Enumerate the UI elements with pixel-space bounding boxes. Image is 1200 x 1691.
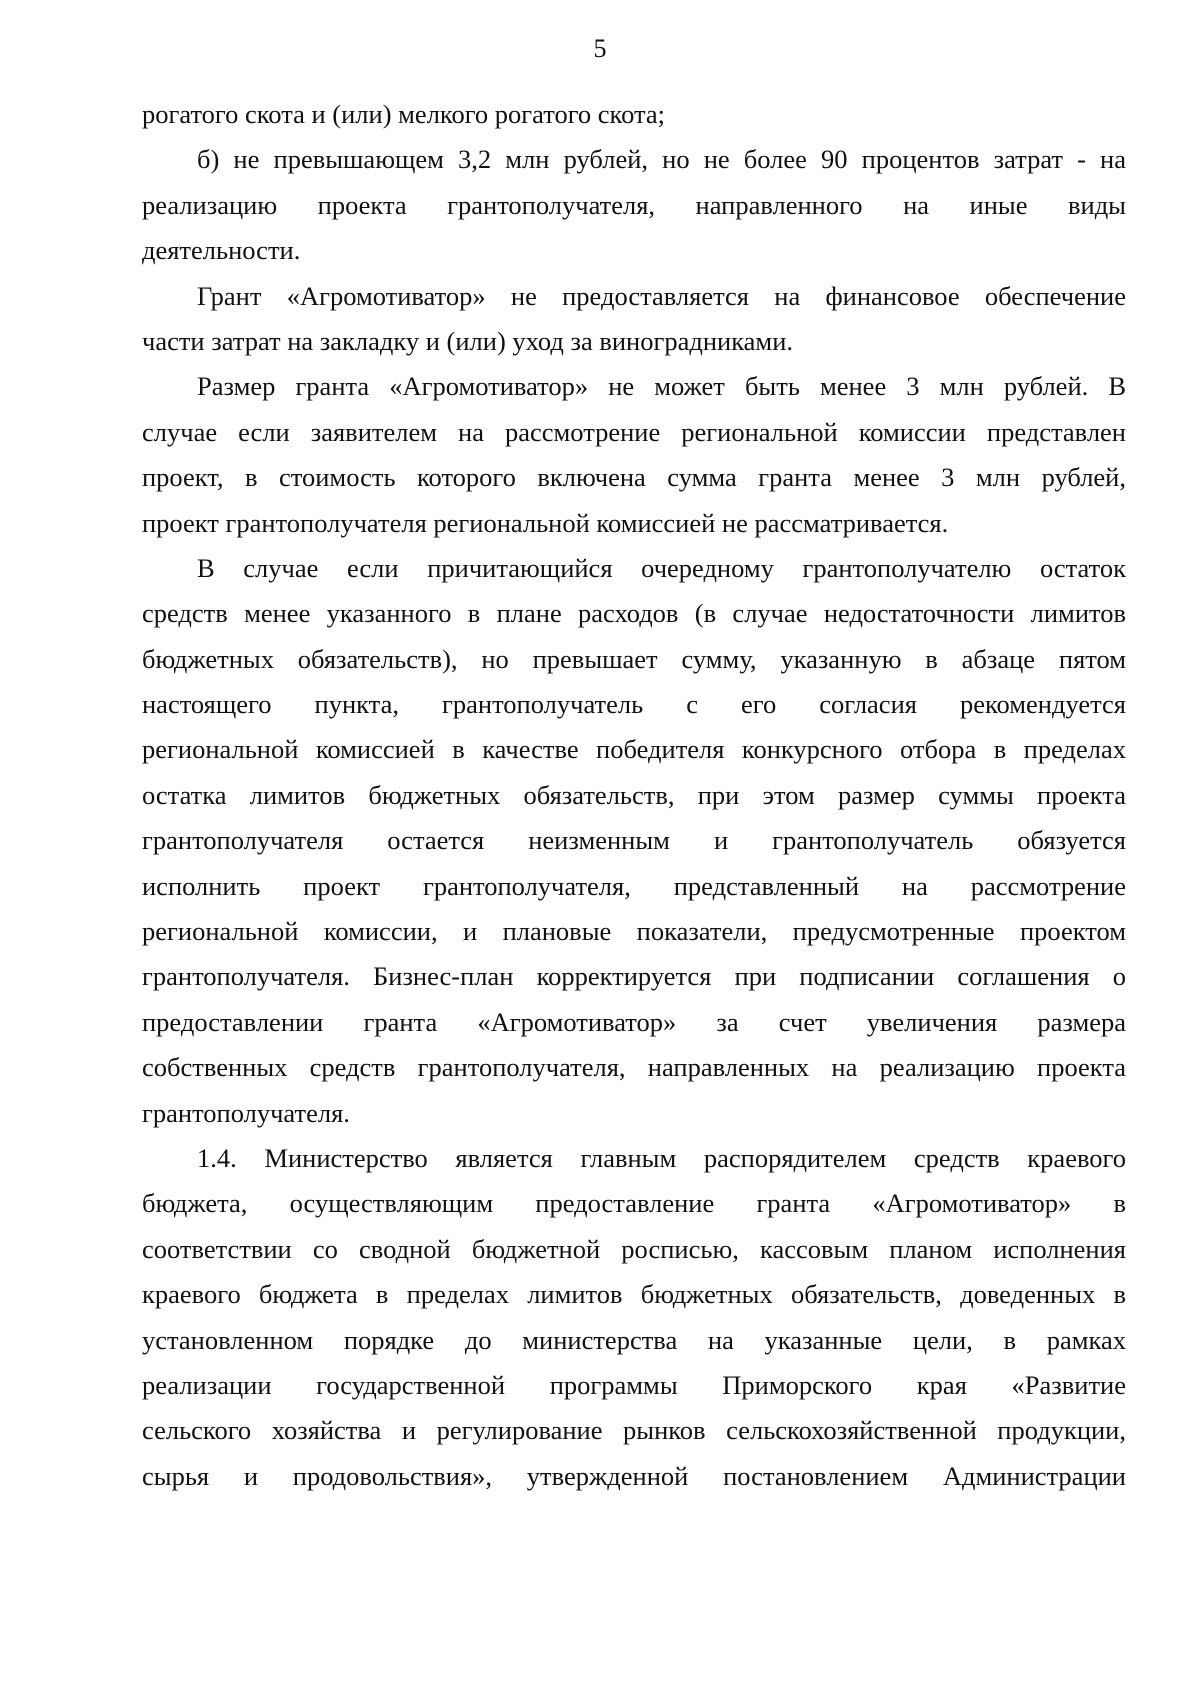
text-line: В случае если причитающийся очередному грантополучателю остаток bbox=[197, 552, 1126, 583]
text-line: настоящего пункта, грантополучатель с его согласия рекомендуется bbox=[142, 689, 1126, 720]
text-line: сырья и продовольствия», утвержденной постановлением Администрации bbox=[142, 1460, 1126, 1491]
text-line: грантополучателя. bbox=[142, 1097, 350, 1128]
text-line: бюджетных обязательств), но превышает сумму, указанную в абзаце пятом bbox=[142, 643, 1126, 674]
text-line: грантополучателя. Бизнес-план корректируется при подписании соглашения о bbox=[142, 961, 1126, 992]
text-line: соответствии со сводной бюджетной росписью, кассовым планом исполнения bbox=[142, 1233, 1126, 1264]
text-line: Грант «Агромотиватор» не предоставляется на финансовое обеспечение bbox=[197, 280, 1126, 311]
text-line: остатка лимитов бюджетных обязательств, при этом размер суммы проекта bbox=[142, 779, 1126, 810]
text-line: региональной комиссии, и плановые показатели, предусмотренные проектом bbox=[142, 916, 1126, 947]
text-line: б) не превышающем 3,2 млн рублей, но не более 90 процентов затрат - на bbox=[197, 144, 1126, 175]
text-line: краевого бюджета в пределах лимитов бюджетных обязательств, доведенных в bbox=[142, 1279, 1126, 1310]
text-line: региональной комиссией в качестве победителя конкурсного отбора в пределах bbox=[142, 734, 1126, 765]
text-line: бюджета, осуществляющим предоставление гранта «Агромотиватор» в bbox=[142, 1188, 1126, 1219]
text-line: установленном порядке до министерства на указанные цели, в рамках bbox=[142, 1324, 1126, 1355]
text-line: средств менее указанного в плане расходов (в случае недостаточности лимитов bbox=[142, 598, 1126, 629]
text-line: реализации государственной программы Приморского края «Развитие bbox=[142, 1369, 1126, 1400]
text-line: предоставлении гранта «Агромотиватор» за счет увеличения размера bbox=[142, 1006, 1126, 1037]
document-body bbox=[142, 92, 1126, 1499]
text-line: части затрат на закладку и (или) уход за виноградниками. bbox=[142, 325, 794, 356]
text-line: реализацию проекта грантополучателя, направленного на иные виды bbox=[142, 189, 1126, 220]
text-line: рогатого скота и (или) мелкого рогатого скота; bbox=[142, 99, 666, 129]
text-line: Размер гранта «Агромотиватор» не может быть менее 3 млн рублей. В bbox=[197, 371, 1126, 402]
text-line: проект грантополучателя региональной комиссией не рассматривается. bbox=[142, 507, 949, 538]
text-line: собственных средств грантополучателя, направленных на реализацию проекта bbox=[142, 1052, 1126, 1083]
page-number: 5 bbox=[593, 34, 607, 63]
text-line: деятельности. bbox=[142, 235, 301, 266]
text-line: случае если заявителем на рассмотрение региональной комиссии представлен bbox=[142, 416, 1126, 447]
text-line: грантополучателя остается неизменным и грантополучатель обязуется bbox=[142, 825, 1126, 856]
text-line: проект, в стоимость которого включена сумма гранта менее 3 млн рублей, bbox=[142, 462, 1126, 493]
text-line: сельского хозяйства и регулирование рынков сельскохозяйственной продукции, bbox=[142, 1415, 1126, 1446]
text-line: 1.4. Министерство является главным распорядителем средств краевого bbox=[197, 1142, 1126, 1173]
text-line: исполнить проект грантополучателя, представленный на рассмотрение bbox=[142, 870, 1126, 901]
